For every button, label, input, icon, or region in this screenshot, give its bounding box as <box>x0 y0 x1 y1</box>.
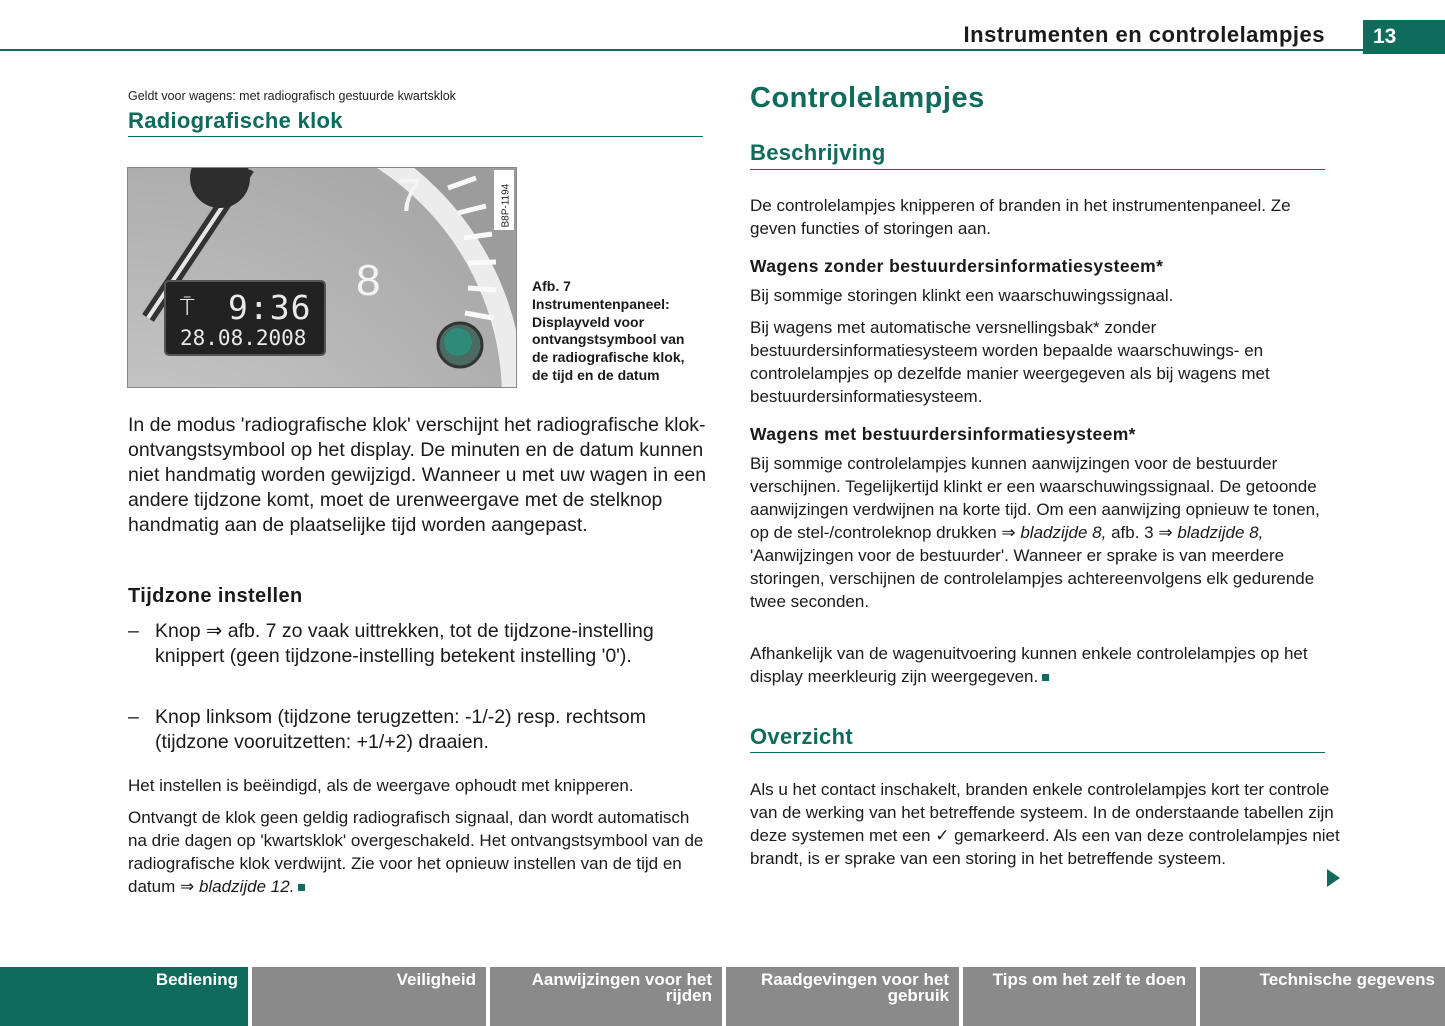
gauge-number-8: 8 <box>356 256 381 305</box>
instrument-panel-figure <box>127 167 517 388</box>
chapter-title: Instrumenten en controlelampjes <box>963 22 1325 47</box>
display-time: 9:36 <box>228 288 312 327</box>
continue-arrow-icon[interactable] <box>1327 869 1340 887</box>
step-text: Knop ⇒ afb. 7 zo vaak uittrekken, tot de tijdzone-instelling knippert (geen tijdzone-instelling betekent instelling '0'). <box>155 620 654 667</box>
section-heading-overview: Overzicht <box>750 724 853 749</box>
section-heading-radio-clock: Radiografische klok <box>128 108 343 133</box>
dash-bullet: – <box>128 706 139 728</box>
footer-tab-veiligheid[interactable]: Veiligheid <box>252 967 486 1026</box>
clock-display <box>164 280 326 356</box>
footer-tab-technische[interactable]: Technische gegevens <box>1200 967 1445 1026</box>
step-item <box>128 705 703 755</box>
antenna-icon: ⍑ <box>180 294 195 321</box>
dash-bullet: – <box>128 620 139 642</box>
footer-tab-aanwijzingen[interactable]: Aanwijzingen voor het rijden <box>490 967 722 1026</box>
step-item <box>128 619 703 669</box>
step-text: Knop linksom (tijdzone terugzetten: -1/-2) resp. rechtsom (tijdzone vooruitzetten: +1/+2) draaien. <box>155 706 646 753</box>
page-reference-link[interactable]: bladzijde 8, <box>1020 523 1107 542</box>
paragraph: Bij sommige controlelampjes kunnen aanwijzingen voor de bestuurder verschijnen. Tegelijkertijd klinkt er een waarschuwingssignaal. De getoonde aanwijzingen verdwijnen na korte tijd. Om een aanwijzing opnieuw te tonen, op de stel-/controleknop drukken ⇒ bladzijde 8, afb. 3 ⇒ bladzijde 8, 'Aanwijzingen voor de bestuurder'. Wanneer er sprake is van meerdere storingen, verschijnen de controlelampjes achtereenvolgens elk gedurende twee seconden. <box>750 454 1320 611</box>
section-heading-description: Beschrijving <box>750 140 886 165</box>
timezone-heading: Tijdzone instellen <box>128 585 303 607</box>
display-date: 28.08.2008 <box>180 326 307 350</box>
figure-code: B8P-1194 <box>494 170 514 230</box>
figure-caption-text: Instrumentenpaneel: Displayveld voor ontvangstsymbool van de radiografische klok, de tijd en de datum <box>532 295 685 383</box>
page-reference-link[interactable]: bladzijde 12. <box>198 877 295 896</box>
footer-tab-tips[interactable]: Tips om het zelf te doen <box>963 967 1196 1026</box>
description-paragraph: De controlelampjes knipperen of branden in het instrumentenpaneel. Ze geven functies of storingen aan. <box>750 196 1291 238</box>
end-mark <box>1042 674 1049 681</box>
gauge-number-7: 7 <box>396 169 422 221</box>
figure-label: Afb. 7 <box>532 278 571 294</box>
subheading-without-dis: Wagens zonder bestuurdersinformatiesysteem* <box>750 256 1164 276</box>
page-number: 13 <box>1363 20 1445 54</box>
paragraph: Afhankelijk van de wagenuitvoering kunnen enkele controlelampjes op het display meerkleurig zijn weergegeven. <box>750 644 1308 686</box>
footer-tab-raadgevingen[interactable]: Raadgevingen voor het gebruik <box>726 967 959 1026</box>
paragraph: Bij sommige storingen klinkt een waarschuwingssignaal. <box>750 286 1174 305</box>
section-rule <box>750 169 1325 170</box>
applies-note: Geldt voor wagens: met radiografisch gestuurde kwartsklok <box>128 89 456 103</box>
end-mark <box>298 884 305 891</box>
end-paragraph: Het instellen is beëindigd, als de weergave ophoudt met knipperen. <box>128 776 634 795</box>
section-rule <box>750 752 1325 753</box>
header-rule <box>0 49 1363 51</box>
page-reference-link[interactable]: bladzijde 8, <box>1177 523 1264 542</box>
figure-caption <box>532 278 704 385</box>
section-rule <box>128 136 703 137</box>
overview-paragraph: Als u het contact inschakelt, branden enkele controlelampjes kort ter controle van de werking van het betreffende systeem. In de onderstaande tabellen zijn deze systemen met een ✓ gemarkeerd. Als een van deze controlelampjes niet brandt, is er sprake van een storing in het betreffende systeem. <box>750 780 1340 868</box>
signal-paragraph: Ontvangt de klok geen geldig radiografisch signaal, dan wordt automatisch na drie dagen op 'kwartsklok' overgeschakeld. Het ontvangstsymbool van de radiografische klok verdwijnt. Zie voor het opnieuw instellen van de tijd en datum ⇒ bladzijde 12. <box>128 808 704 896</box>
footer-tab-bediening[interactable]: Bediening <box>0 967 248 1026</box>
paragraph: Bij wagens met automatische versnellingsbak* zonder bestuurdersinformatiesysteem worden bepaalde waarschuwings- en controlelampjes op dezelfde manier weergegeven als bij wagens met bestuurdersinformatiesysteem. <box>750 318 1270 406</box>
intro-paragraph: In de modus 'radiografische klok' verschijnt het radiografische klok-ontvangstsymbool op het display. De minuten en de datum kunnen niet handmatig worden gewijzigd. Wanneer u met uw wagen in een andere tijdzone komt, moet de urenweergave met de stelknop handmatig aan de plaatselijke tijd worden aangepast. <box>128 414 707 536</box>
main-heading-warning-lights: Controlelampjes <box>750 82 985 114</box>
subheading-with-dis: Wagens met bestuurdersinformatiesysteem* <box>750 424 1136 444</box>
